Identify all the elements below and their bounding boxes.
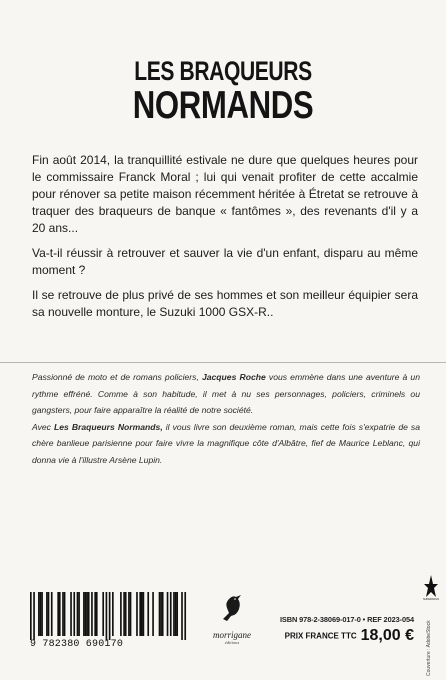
barcode-bar xyxy=(94,592,96,636)
barcode-bar xyxy=(136,592,138,636)
title-block xyxy=(0,56,446,126)
barcode-bar xyxy=(112,592,114,636)
author-bio-paragraph-1 xyxy=(32,369,420,419)
barcode-bar xyxy=(83,592,85,636)
author-bio-paragraph-2 xyxy=(32,419,420,469)
barcode-bar xyxy=(143,592,145,636)
barcode-bar xyxy=(159,592,161,636)
barcode-bar xyxy=(86,592,88,636)
barcode-bar xyxy=(167,592,169,636)
barcode-bar xyxy=(88,592,90,636)
summary xyxy=(32,152,418,329)
publisher-logo xyxy=(197,591,267,646)
barcode-bar xyxy=(48,592,50,636)
barcode-bar xyxy=(160,592,162,636)
barcode-bar xyxy=(30,592,32,640)
barcode-bar xyxy=(46,592,48,636)
barcode-bar xyxy=(152,592,154,636)
barcode-bar xyxy=(73,592,75,636)
bio-text: il vous livre son deuxième roman, mais cette fois s'expatrie de sa chère banlieue parisienne pour faire vivre la magnifique côte d'Albâtre, fief de Maurice Leblanc, qui donna vie à l'illustre Arsène Lupin. xyxy=(32,421,420,465)
author-name: Jacques Roche xyxy=(201,372,266,382)
barcode-bar xyxy=(70,592,72,636)
barcode-bar xyxy=(62,592,64,636)
star-icon xyxy=(424,575,438,601)
barcode-bar xyxy=(40,592,42,636)
barcode-bar xyxy=(162,592,164,636)
price-line xyxy=(285,627,414,645)
barcode-bar xyxy=(130,592,132,636)
barcode-bar xyxy=(51,592,53,636)
barcode-bar xyxy=(147,592,149,636)
publisher-subtitle: éditions xyxy=(224,640,240,645)
book-title: Les Braqueurs Normands, xyxy=(53,421,163,432)
barcode-bar xyxy=(85,592,87,636)
barcode-bar xyxy=(78,592,80,636)
publisher-name: morrigane xyxy=(213,630,251,640)
author-bio xyxy=(32,369,420,469)
barcode-bar xyxy=(109,592,111,640)
barcode-bar xyxy=(91,592,93,636)
barcode-bar xyxy=(139,592,141,636)
barcode-bar xyxy=(123,592,125,636)
bio-text: vous emmène dans une aventure à un rythme effréné. Comme à son habitude, il met à nu ses personnages, policiers, criminels ou gangsters, pour faire apparaître la réalité de notre société. xyxy=(32,372,420,416)
barcode-bar xyxy=(120,592,122,636)
summary-paragraph-3: Il se retrouve de plus privé de ses hommes et son meilleur équipier sera sa nouvelle monture, le Suzuki 1000 GSX-R.. xyxy=(32,288,418,319)
supernova-logo-text: SUPERNOVA xyxy=(422,598,440,601)
bio-text: Avec xyxy=(32,421,54,432)
barcode-bar xyxy=(57,592,59,636)
supernova-logo xyxy=(424,575,438,601)
isbn-line: ISBN 978-2-38069-017-0 • REF 2023-054 xyxy=(279,615,414,624)
barcode-bar xyxy=(176,592,178,636)
summary-paragraph-1: Fin août 2014, la tranquillité estivale ne dure que quelques heures pour le commissaire Franck Moral ; lui qui venait profiter de cette accalmie pour rénover sa petite maison récemment héritée à Étretat se retrouve à traquer des braqueurs de banque « fantômes », des revenants d'il y a 20 ans... xyxy=(32,153,418,235)
title-line-1: LES BRAQUEURS xyxy=(134,56,312,86)
barcode-bar xyxy=(125,592,127,636)
section-divider xyxy=(0,362,446,363)
barcode-bar xyxy=(38,592,40,636)
barcode-bar xyxy=(170,592,172,636)
barcode-bar xyxy=(102,592,104,636)
bio-text: Passionné de moto et de romans policiers, xyxy=(32,372,202,382)
barcode-bar xyxy=(173,592,175,636)
barcode xyxy=(30,592,186,662)
barcode-bar xyxy=(64,592,66,636)
title-line-2: NORMANDS xyxy=(132,84,314,127)
price-value: 18,00 € xyxy=(360,627,414,644)
barcode-digits: 9 782380 690170 xyxy=(30,639,124,650)
barcode-bar xyxy=(175,592,177,636)
barcode-bar xyxy=(77,592,79,636)
barcode-bar xyxy=(59,592,61,636)
barcode-bar xyxy=(96,592,98,636)
barcode-bars xyxy=(30,592,186,640)
summary-paragraph-2: Va-t-il réussir à retrouver et sauver la vie d'un enfant, disparu au même moment ? xyxy=(32,246,418,277)
barcode-bar xyxy=(33,592,35,640)
barcode-bar xyxy=(106,592,108,640)
barcode-bar xyxy=(184,592,186,640)
barcode-bar xyxy=(41,592,43,636)
barcode-bar xyxy=(141,592,143,636)
barcode-bar xyxy=(128,592,130,636)
cover-credit: Couverture : AdobeStock xyxy=(426,620,432,676)
raven-icon xyxy=(215,591,249,623)
price-label: PRIX FRANCE TTC xyxy=(284,631,357,641)
barcode-bar xyxy=(181,592,183,640)
